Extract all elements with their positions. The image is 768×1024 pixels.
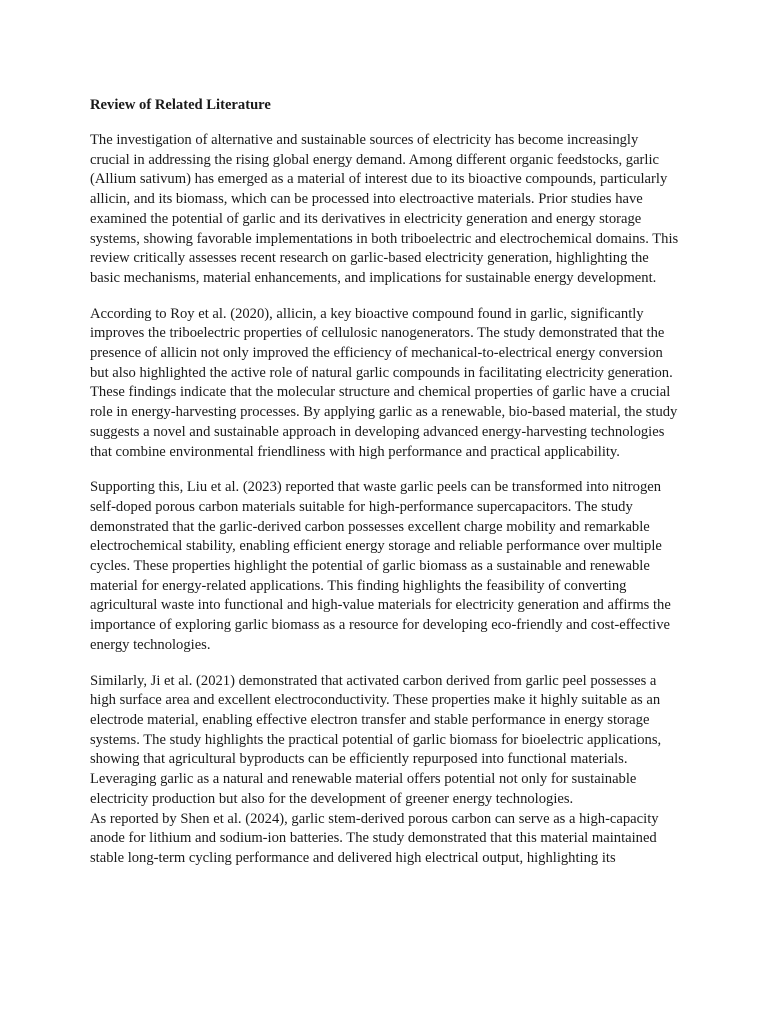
section-heading: Review of Related Literature [90,97,271,113]
paragraph-roy-2020: According to Roy et al. (2020), allicin, a key bioactive compound found in garlic, significantly improves the triboelectric properties of cellulosic nanogenerators. The study demonstrated that the presence of allicin not only improved the efficiency of mechanical-to-electrical energy conversion but also highlighted the active role of natural garlic compounds in facilitating electricity generation. These findings indicate that the molecular structure and chemical properties of garlic have a crucial role in energy-harvesting processes. By applying garlic as a renewable, bio-based material, the study suggests a novel and sustainable approach in developing advanced energy-harvesting technologies that combine environmental friendliness with high performance and practical applicability. [90,305,678,460]
paragraph-shen-2024: As reported by Shen et al. (2024), garlic stem-derived porous carbon can serve as a high-capacity anode for lithium and sodium-ion batteries. The study demonstrated that this material maintained stable long-term cycling performance and delivered high electrical output, highlighting its [90,810,659,866]
document-body [90,95,680,869]
paragraph-ji-2021: Similarly, Ji et al. (2021) demonstrated that activated carbon derived from garlic peel possesses a high surface area and excellent electroconductivity. These properties make it highly suitable as an electrode material, enabling effective electron transfer and stable performance in energy storage systems. The study highlights the practical potential of garlic biomass for bioelectric applications, showing that agricultural byproducts can be efficiently repurposed into functional materials. Leveraging garlic as a natural and renewable material offers potential not only for sustainable electricity production but also for the development of greener energy technologies. [90,672,662,807]
paragraph-liu-2023: Supporting this, Liu et al. (2023) reported that waste garlic peels can be transformed into nitrogen self-doped porous carbon materials suitable for high-performance supercapacitors. The study demonstrated that the garlic-derived carbon possesses excellent charge mobility and remarkable electrochemical stability, enabling efficient energy storage and reliable performance over multiple cycles. These properties highlight the potential of garlic biomass as a sustainable and renewable material for energy-related applications. This finding highlights the feasibility of converting agricultural waste into functional and high-value materials for electricity generation and affirms the importance of exploring garlic biomass as a resource for developing eco-friendly and cost-effective energy technologies. [90,479,671,653]
paragraph-introduction: The investigation of alternative and sustainable sources of electricity has become increasingly crucial in addressing the rising global energy demand. Among different organic feedstocks, garlic (Allium sativum) has emerged as a material of interest due to its bioactive compounds, particularly allicin, and its biomass, which can be processed into electroactive materials. Prior studies have examined the potential of garlic and its derivatives in electricity generation and energy storage systems, showing favorable implementations in both triboelectric and electrochemical domains. This review critically assesses recent research on garlic-based electricity generation, highlighting the basic mechanisms, material enhancements, and implications for sustainable energy development. [90,132,679,286]
